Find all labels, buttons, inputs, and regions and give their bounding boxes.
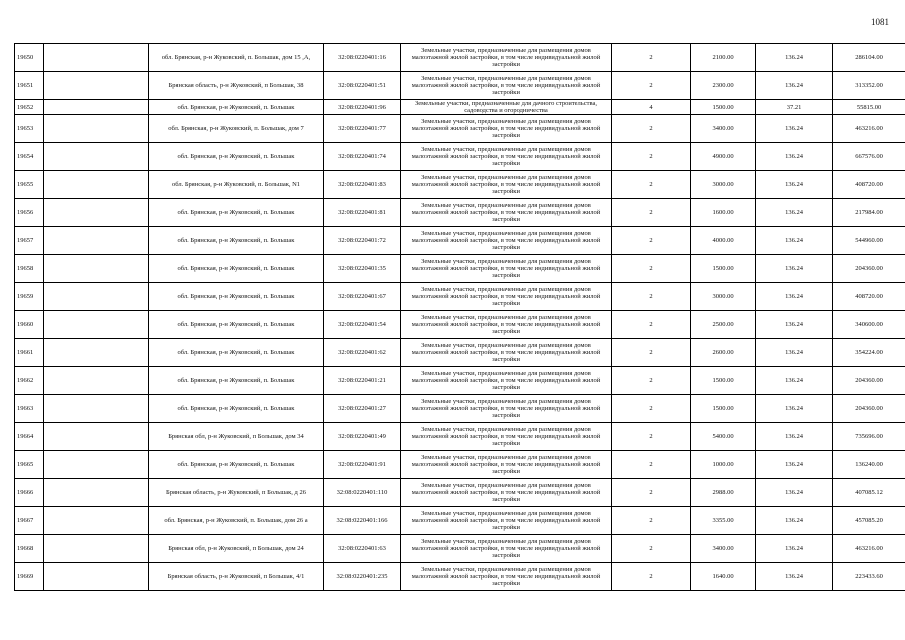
table-row xyxy=(15,451,905,479)
empty-cell xyxy=(44,283,149,311)
area-cell: 2600.00 xyxy=(691,339,756,367)
category-cell: 2 xyxy=(612,563,691,591)
permitted-use-cell: Земельные участки, предназначенные для размещения домов малоэтажной жилой застройки, в том числе индивидуальной жилой застройки xyxy=(401,367,612,395)
category-cell: 2 xyxy=(612,395,691,423)
specific-value-cell: 136.24 xyxy=(756,171,833,199)
cadastral-number-cell: 32:08:0220401:67 xyxy=(324,283,401,311)
cadastral-value-cell: 463216.00 xyxy=(833,535,905,563)
specific-value-cell: 136.24 xyxy=(756,72,833,100)
specific-value-cell: 136.24 xyxy=(756,311,833,339)
address-cell: обл. Брянская, р-н Жуковский, п. Большак, N1 xyxy=(149,171,324,199)
table-row xyxy=(15,143,905,171)
permitted-use-cell: Земельные участки, предназначенные для размещения домов малоэтажной жилой застройки, в том числе индивидуальной жилой застройки xyxy=(401,171,612,199)
cadastral-value-cell: 55815.00 xyxy=(833,100,905,115)
area-cell: 4900.00 xyxy=(691,143,756,171)
area-cell: 4000.00 xyxy=(691,227,756,255)
address-cell: Брянская область, р-н Жуковский, п Большак, д 26 xyxy=(149,479,324,507)
empty-cell xyxy=(44,451,149,479)
cadastral-number-cell: 32:08:0220401:74 xyxy=(324,143,401,171)
cadastral-number-cell: 32:08:0220401:21 xyxy=(324,367,401,395)
category-cell: 2 xyxy=(612,451,691,479)
empty-cell xyxy=(44,44,149,72)
category-cell: 2 xyxy=(612,423,691,451)
category-cell: 2 xyxy=(612,367,691,395)
area-cell: 3355.00 xyxy=(691,507,756,535)
address-cell: обл. Брянская, р-н Жуковский, п. Большак xyxy=(149,283,324,311)
empty-cell xyxy=(44,535,149,563)
specific-value-cell: 136.24 xyxy=(756,563,833,591)
specific-value-cell: 136.24 xyxy=(756,199,833,227)
empty-cell xyxy=(44,100,149,115)
cadastral-value-cell: 735696.00 xyxy=(833,423,905,451)
permitted-use-cell: Земельные участки, предназначенные для размещения домов малоэтажной жилой застройки, в том числе индивидуальной жилой застройки xyxy=(401,115,612,143)
row-number-cell: 19666 xyxy=(15,479,44,507)
row-number-cell: 19653 xyxy=(15,115,44,143)
cadastral-value-cell: 407085.12 xyxy=(833,479,905,507)
category-cell: 2 xyxy=(612,143,691,171)
specific-value-cell: 37.21 xyxy=(756,100,833,115)
permitted-use-cell: Земельные участки, предназначенные для размещения домов малоэтажной жилой застройки, в том числе индивидуальной жилой застройки xyxy=(401,423,612,451)
table-row xyxy=(15,255,905,283)
specific-value-cell: 136.24 xyxy=(756,479,833,507)
empty-cell xyxy=(44,199,149,227)
address-cell: обл. Брянская, р-н Жуковский, п. Большак xyxy=(149,100,324,115)
category-cell: 2 xyxy=(612,72,691,100)
category-cell: 2 xyxy=(612,283,691,311)
cadastral-number-cell: 32:08:0220401:27 xyxy=(324,395,401,423)
row-number-cell: 19661 xyxy=(15,339,44,367)
category-cell: 2 xyxy=(612,311,691,339)
permitted-use-cell: Земельные участки, предназначенные для дачного строительства, садоводства и огородничества xyxy=(401,100,612,115)
table-row xyxy=(15,395,905,423)
empty-cell xyxy=(44,507,149,535)
empty-cell xyxy=(44,339,149,367)
area-cell: 3400.00 xyxy=(691,535,756,563)
empty-cell xyxy=(44,143,149,171)
address-cell: обл. Брянская, р-н Жуковский, п. Большак xyxy=(149,143,324,171)
permitted-use-cell: Земельные участки, предназначенные для размещения домов малоэтажной жилой застройки, в том числе индивидуальной жилой застройки xyxy=(401,451,612,479)
row-number-cell: 19655 xyxy=(15,171,44,199)
category-cell: 2 xyxy=(612,44,691,72)
row-number-cell: 19659 xyxy=(15,283,44,311)
specific-value-cell: 136.24 xyxy=(756,451,833,479)
category-cell: 2 xyxy=(612,479,691,507)
area-cell: 3000.00 xyxy=(691,283,756,311)
permitted-use-cell: Земельные участки, предназначенные для размещения домов малоэтажной жилой застройки, в том числе индивидуальной жилой застройки xyxy=(401,283,612,311)
permitted-use-cell: Земельные участки, предназначенные для размещения домов малоэтажной жилой застройки, в том числе индивидуальной жилой застройки xyxy=(401,143,612,171)
empty-cell xyxy=(44,479,149,507)
category-cell: 2 xyxy=(612,199,691,227)
cadastral-number-cell: 32:08:0220401:62 xyxy=(324,339,401,367)
specific-value-cell: 136.24 xyxy=(756,339,833,367)
area-cell: 1500.00 xyxy=(691,395,756,423)
permitted-use-cell: Земельные участки, предназначенные для размещения домов малоэтажной жилой застройки, в том числе индивидуальной жилой застройки xyxy=(401,44,612,72)
row-number-cell: 19654 xyxy=(15,143,44,171)
table-row xyxy=(15,227,905,255)
permitted-use-cell: Земельные участки, предназначенные для размещения домов малоэтажной жилой застройки, в том числе индивидуальной жилой застройки xyxy=(401,507,612,535)
cadastral-value-cell: 286104.00 xyxy=(833,44,905,72)
specific-value-cell: 136.24 xyxy=(756,423,833,451)
cadastral-value-cell: 204360.00 xyxy=(833,367,905,395)
area-cell: 1640.00 xyxy=(691,563,756,591)
cadastral-number-cell: 32:08:0220401:35 xyxy=(324,255,401,283)
address-cell: обл. Брянская, р-н Жуковский, п. Большак xyxy=(149,339,324,367)
cadastral-value-cell: 204360.00 xyxy=(833,255,905,283)
permitted-use-cell: Земельные участки, предназначенные для размещения домов малоэтажной жилой застройки, в том числе индивидуальной жилой застройки xyxy=(401,311,612,339)
row-number-cell: 19660 xyxy=(15,311,44,339)
row-number-cell: 19665 xyxy=(15,451,44,479)
address-cell: Брянская область, р-н Жуковский, п Большак, 38 xyxy=(149,72,324,100)
cadastral-value-cell: 217984.00 xyxy=(833,199,905,227)
cadastral-number-cell: 32:08:0220401:16 xyxy=(324,44,401,72)
cadastral-value-cell: 204360.00 xyxy=(833,395,905,423)
address-cell: обл. Брянская, р-н Жуковский, п. Большак, дом 26 а xyxy=(149,507,324,535)
cadastral-value-cell: 340600.00 xyxy=(833,311,905,339)
category-cell: 2 xyxy=(612,339,691,367)
category-cell: 2 xyxy=(612,171,691,199)
empty-cell xyxy=(44,115,149,143)
category-cell: 2 xyxy=(612,227,691,255)
specific-value-cell: 136.24 xyxy=(756,143,833,171)
row-number-cell: 19662 xyxy=(15,367,44,395)
table-row xyxy=(15,72,905,100)
category-cell: 4 xyxy=(612,100,691,115)
address-cell: обл. Брянская, р-н Жуковский, п. Большак xyxy=(149,395,324,423)
table-row xyxy=(15,115,905,143)
address-cell: обл. Брянская, р-н Жуковский, п. Большак xyxy=(149,255,324,283)
address-cell: Брянская область, р-н Жуковский, п Большак, 4/1 xyxy=(149,563,324,591)
category-cell: 2 xyxy=(612,255,691,283)
cadastral-value-cell: 354224.00 xyxy=(833,339,905,367)
table-row xyxy=(15,507,905,535)
address-cell: обл. Брянская, р-н Жуковский, п. Большак, дом 15 ,А, xyxy=(149,44,324,72)
cadastral-number-cell: 32:08:0220401:72 xyxy=(324,227,401,255)
cadastral-number-cell: 32:08:0220401:166 xyxy=(324,507,401,535)
empty-cell xyxy=(44,227,149,255)
specific-value-cell: 136.24 xyxy=(756,283,833,311)
empty-cell xyxy=(44,395,149,423)
specific-value-cell: 136.24 xyxy=(756,227,833,255)
cadastral-number-cell: 32:08:0220401:91 xyxy=(324,451,401,479)
row-number-cell: 19667 xyxy=(15,507,44,535)
table-row xyxy=(15,311,905,339)
table-row xyxy=(15,171,905,199)
cadastral-number-cell: 32:08:0220401:77 xyxy=(324,115,401,143)
cadastral-number-cell: 32:08:0220401:54 xyxy=(324,311,401,339)
cadastral-value-cell: 313352.00 xyxy=(833,72,905,100)
cadastral-value-cell: 457085.20 xyxy=(833,507,905,535)
area-cell: 3000.00 xyxy=(691,171,756,199)
permitted-use-cell: Земельные участки, предназначенные для размещения домов малоэтажной жилой застройки, в том числе индивидуальной жилой застройки xyxy=(401,227,612,255)
category-cell: 2 xyxy=(612,115,691,143)
row-number-cell: 19669 xyxy=(15,563,44,591)
cadastral-value-cell: 408720.00 xyxy=(833,283,905,311)
cadastral-value-cell: 544960.00 xyxy=(833,227,905,255)
empty-cell xyxy=(44,423,149,451)
area-cell: 2988.00 xyxy=(691,479,756,507)
table-row xyxy=(15,44,905,72)
empty-cell xyxy=(44,311,149,339)
specific-value-cell: 136.24 xyxy=(756,115,833,143)
address-cell: обл. Брянская, р-н Жуковский, п. Большак, дом 7 xyxy=(149,115,324,143)
address-cell: обл. Брянская, р-н Жуковский, п. Большак xyxy=(149,367,324,395)
table-row xyxy=(15,100,905,115)
table-body xyxy=(15,44,905,591)
address-cell: Брянская обл, р-н Жуковский, п Большак, дом 24 xyxy=(149,535,324,563)
cadastral-number-cell: 32:08:0220401:96 xyxy=(324,100,401,115)
row-number-cell: 19664 xyxy=(15,423,44,451)
row-number-cell: 19651 xyxy=(15,72,44,100)
permitted-use-cell: Земельные участки, предназначенные для размещения домов малоэтажной жилой застройки, в том числе индивидуальной жилой застройки xyxy=(401,339,612,367)
area-cell: 1500.00 xyxy=(691,100,756,115)
table-row xyxy=(15,423,905,451)
table-row xyxy=(15,283,905,311)
empty-cell xyxy=(44,72,149,100)
address-cell: обл. Брянская, р-н Жуковский, п. Большак xyxy=(149,451,324,479)
table-row xyxy=(15,535,905,563)
cadastral-number-cell: 32:08:0220401:63 xyxy=(324,535,401,563)
specific-value-cell: 136.24 xyxy=(756,44,833,72)
category-cell: 2 xyxy=(612,507,691,535)
cadastral-number-cell: 32:08:0220401:110 xyxy=(324,479,401,507)
table-row xyxy=(15,339,905,367)
address-cell: обл. Брянская, р-н Жуковский, п. Большак xyxy=(149,227,324,255)
area-cell: 3400.00 xyxy=(691,115,756,143)
area-cell: 2300.00 xyxy=(691,72,756,100)
permitted-use-cell: Земельные участки, предназначенные для размещения домов малоэтажной жилой застройки, в том числе индивидуальной жилой застройки xyxy=(401,535,612,563)
area-cell: 1600.00 xyxy=(691,199,756,227)
area-cell: 1500.00 xyxy=(691,367,756,395)
row-number-cell: 19656 xyxy=(15,199,44,227)
cadastral-number-cell: 32:08:0220401:81 xyxy=(324,199,401,227)
row-number-cell: 19658 xyxy=(15,255,44,283)
cadastral-number-cell: 32:08:0220401:51 xyxy=(324,72,401,100)
table-row xyxy=(15,479,905,507)
specific-value-cell: 136.24 xyxy=(756,507,833,535)
cadastral-number-cell: 32:08:0220401:83 xyxy=(324,171,401,199)
empty-cell xyxy=(44,367,149,395)
specific-value-cell: 136.24 xyxy=(756,255,833,283)
empty-cell xyxy=(44,171,149,199)
table-row xyxy=(15,199,905,227)
cadastral-value-cell: 463216.00 xyxy=(833,115,905,143)
area-cell: 1500.00 xyxy=(691,255,756,283)
land-registry-table xyxy=(14,43,905,591)
row-number-cell: 19663 xyxy=(15,395,44,423)
row-number-cell: 19668 xyxy=(15,535,44,563)
table-row xyxy=(15,563,905,591)
permitted-use-cell: Земельные участки, предназначенные для размещения домов малоэтажной жилой застройки, в том числе индивидуальной жилой застройки xyxy=(401,72,612,100)
area-cell: 1000.00 xyxy=(691,451,756,479)
area-cell: 2500.00 xyxy=(691,311,756,339)
area-cell: 2100.00 xyxy=(691,44,756,72)
row-number-cell: 19650 xyxy=(15,44,44,72)
permitted-use-cell: Земельные участки, предназначенные для размещения домов малоэтажной жилой застройки, в том числе индивидуальной жилой застройки xyxy=(401,255,612,283)
page-number: 1081 xyxy=(871,17,889,27)
cadastral-value-cell: 408720.00 xyxy=(833,171,905,199)
empty-cell xyxy=(44,563,149,591)
table-row xyxy=(15,367,905,395)
permitted-use-cell: Земельные участки, предназначенные для размещения домов малоэтажной жилой застройки, в том числе индивидуальной жилой застройки xyxy=(401,563,612,591)
row-number-cell: 19657 xyxy=(15,227,44,255)
specific-value-cell: 136.24 xyxy=(756,395,833,423)
cadastral-value-cell: 136240.00 xyxy=(833,451,905,479)
permitted-use-cell: Земельные участки, предназначенные для размещения домов малоэтажной жилой застройки, в том числе индивидуальной жилой застройки xyxy=(401,479,612,507)
row-number-cell: 19652 xyxy=(15,100,44,115)
category-cell: 2 xyxy=(612,535,691,563)
address-cell: Брянская обл, р-н Жуковский, п Большак, дом 34 xyxy=(149,423,324,451)
cadastral-value-cell: 667576.00 xyxy=(833,143,905,171)
cadastral-value-cell: 223433.60 xyxy=(833,563,905,591)
area-cell: 5400.00 xyxy=(691,423,756,451)
permitted-use-cell: Земельные участки, предназначенные для размещения домов малоэтажной жилой застройки, в том числе индивидуальной жилой застройки xyxy=(401,199,612,227)
permitted-use-cell: Земельные участки, предназначенные для размещения домов малоэтажной жилой застройки, в том числе индивидуальной жилой застройки xyxy=(401,395,612,423)
address-cell: обл. Брянская, р-н Жуковский, п. Большак xyxy=(149,199,324,227)
address-cell: обл. Брянская, р-н Жуковский, п. Большак xyxy=(149,311,324,339)
cadastral-number-cell: 32:08:0220401:49 xyxy=(324,423,401,451)
empty-cell xyxy=(44,255,149,283)
specific-value-cell: 136.24 xyxy=(756,367,833,395)
specific-value-cell: 136.24 xyxy=(756,535,833,563)
cadastral-number-cell: 32:08:0220401:235 xyxy=(324,563,401,591)
